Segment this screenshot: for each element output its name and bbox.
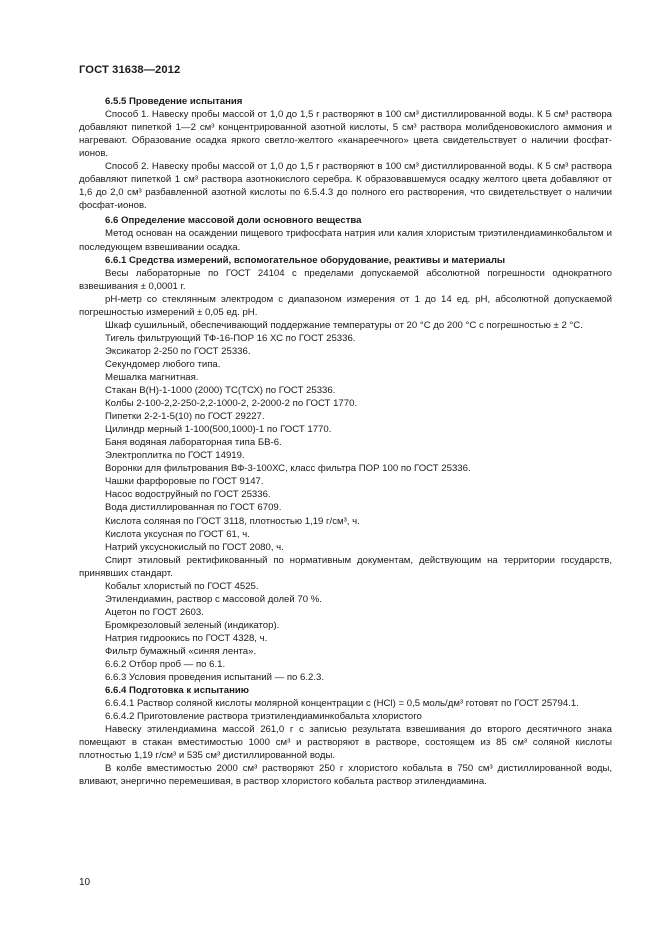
paragraph: Колбы 2-100-2,2-250-2,2-1000-2, 2-2000-2 по ГОСТ 1770. xyxy=(105,398,358,410)
paragraph: 6.6.3 Условия проведения испытаний — по 6.2.3. xyxy=(105,672,325,684)
paragraph: Насос водоструйный по ГОСТ 25336. xyxy=(105,489,271,501)
paragraph: Цилиндр мерный 1-100(500,1000)-1 по ГОСТ 1770. xyxy=(105,424,332,436)
paragraph: Метод основан на осаждении пищевого трифосфата натрия или калия хлористым триэтилендиаминкобальтом и последующем взвешивании осадка. xyxy=(79,228,612,253)
paragraph: Этилендиамин, раствор с массовой долей 70 %. xyxy=(105,593,322,605)
paragraph: Чашки фарфоровые по ГОСТ 9147. xyxy=(105,476,264,488)
paragraph: Пипетки 2-2-1-5(10) по ГОСТ 29227. xyxy=(105,411,265,423)
paragraph: 6.6.4.1 Раствор соляной кислоты молярной концентрации c (HCl) = 0,5 моль/дм³ готовят по ГОСТ 25794.1. xyxy=(105,698,579,710)
paragraph: Способ 2. Навеску пробы массой от 1,0 до 1,5 г растворяют в 100 см³ дистиллированной воды. К 5 см³ раствора добавляют пипеткой 1 см³ раствора азотнокислого серебра. К образовавшемуся осадку желтого цвета добавляют от 1,6 до 2,0 см³ разбавленной азотной кислоты по 6.5.4.3 до полного его растворения, что свидетельствует о наличии фосфат-ионов. xyxy=(79,161,612,212)
paragraph: Фильтр бумажный «синяя лента». xyxy=(105,645,257,657)
paragraph: Навеску этилендиамина массой 261,0 г с записью результата взвешивания до второго десятичного знака помещают в стакан вместимостью 1000 см³ и растворяют в растворе, состоящем из 85 см³ соляной кислоты плотностью 1,19 г/см³ и 535 см³ дистиллированной воды. xyxy=(79,724,612,762)
paragraph: Секундомер любого типа. xyxy=(105,358,221,370)
paragraph: 6.6.2 Отбор проб — по 6.1. xyxy=(105,659,226,671)
paragraph: 6.6.4.2 Приготовление раствора триэтилендиаминкобальта хлористого xyxy=(105,711,422,723)
section-heading: 6.6.4 Подготовка к испытанию xyxy=(105,685,249,697)
paragraph: Спирт этиловый ректификованный по нормативным документам, действующим на территории государств, принявших стандарт. xyxy=(79,554,612,579)
paragraph: Стакан В(Н)-1-1000 (2000) ТС(ТСХ) по ГОСТ 25336. xyxy=(105,385,336,397)
paragraph: Вода дистиллированная по ГОСТ 6709. xyxy=(105,502,282,514)
paragraph: pH-метр со стеклянным электродом с диапазоном измерения от 1 до 14 ед. pH, абсолютной допускаемой погрешностью измерений ± 0,05 ед. pH. xyxy=(79,293,612,318)
paragraph: Кислота уксусная по ГОСТ 61, ч. xyxy=(105,528,250,540)
section-heading: 6.5.5 Проведение испытания xyxy=(105,96,243,107)
paragraph: Кобальт хлористый по ГОСТ 4525. xyxy=(105,580,259,592)
paragraph: Ацетон по ГОСТ 2603. xyxy=(105,606,204,618)
document-body xyxy=(79,95,612,788)
paragraph: Кислота соляная по ГОСТ 3118, плотностью 1,19 г/см³, ч. xyxy=(105,515,360,527)
paragraph: Натрий уксуснокислый по ГОСТ 2080, ч. xyxy=(105,541,284,553)
paragraph: Шкаф сушильный, обеспечивающий поддержание температуры от 20 °С до 200 °С с погрешностью ± 2 °С. xyxy=(105,319,583,331)
paragraph: Тигель фильтрующий ТФ-16-ПОР 16 ХС по ГОСТ 25336. xyxy=(105,332,356,344)
paragraph: Весы лабораторные по ГОСТ 24104 с пределами допускаемой абсолютной погрешности однократного взвешивания ± 0,0001 г. xyxy=(79,267,612,292)
paragraph: Электроплитка по ГОСТ 14919. xyxy=(105,450,245,462)
paragraph: Способ 1. Навеску пробы массой от 1,0 до 1,5 г растворяют в 100 см³ дистиллированной воды. К 5 см³ раствора добавляют пипеткой 1—2 см³ концентрированной азотной кислоты, 5 см³ раствора молибденовокислого аммония и нагревают. Образование осадка яркого светло-желтого «канареечного» цвета свидетельствует о наличии фосфат-ионов. xyxy=(79,109,612,160)
paragraph: Бромкрезоловый зеленый (индикатор). xyxy=(105,619,280,631)
section-heading: 6.6 Определение массовой доли основного вещества xyxy=(105,215,362,227)
paragraph: Воронки для фильтрования ВФ-3-100ХС, класс фильтра ПОР 100 по ГОСТ 25336. xyxy=(105,463,471,475)
paragraph: Эксикатор 2-250 по ГОСТ 25336. xyxy=(105,345,251,357)
paragraph: Мешалка магнитная. xyxy=(105,371,199,383)
document-header: ГОСТ 31638—2012 xyxy=(79,64,181,76)
paragraph: Натрия гидроокись по ГОСТ 4328, ч. xyxy=(105,632,268,644)
section-heading: 6.6.1 Средства измерений, вспомогательное оборудование, реактивы и материалы xyxy=(105,254,506,266)
paragraph: Баня водяная лабораторная типа БВ-6. xyxy=(105,437,282,449)
page-number: 10 xyxy=(79,877,91,888)
paragraph: В колбе вместимостью 2000 см³ растворяют 250 г хлористого кобальта в 750 см³ дистиллированной воды, вливают, энергично перемешивая, в раствор хлористого кобальта раствор этилендиамина. xyxy=(79,763,612,788)
